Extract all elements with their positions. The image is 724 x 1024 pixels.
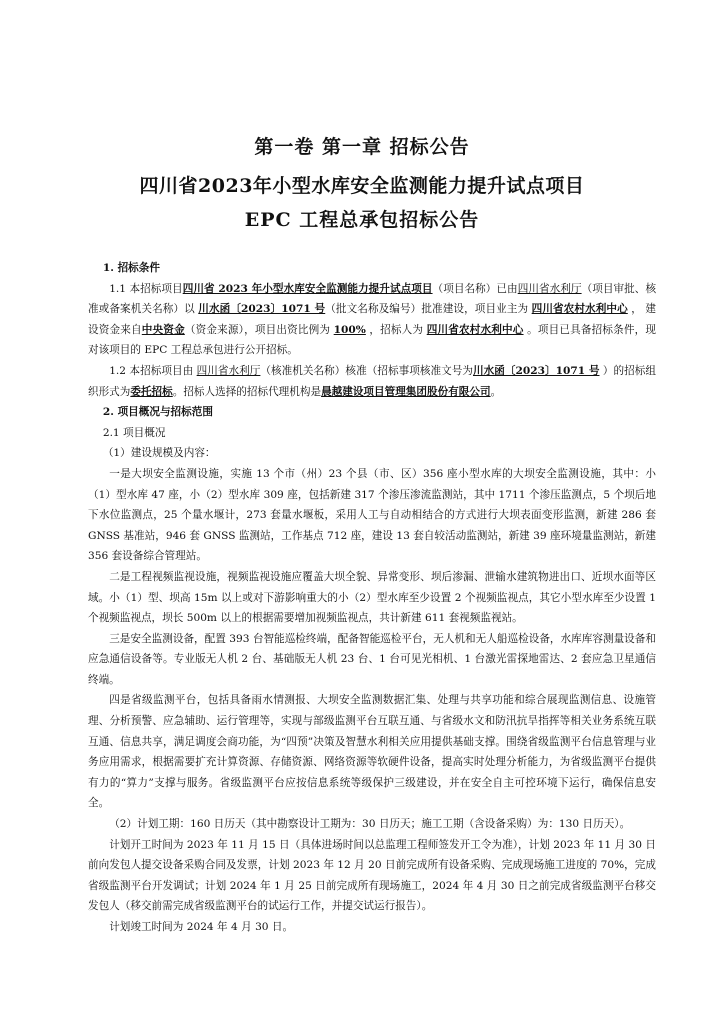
completion-date-paragraph: 计划竣工时间为 2024 年 4 月 30 日。: [109, 921, 294, 933]
section2-1-heading: 2.1 项目概况: [102, 426, 166, 439]
approval-doc-number-2: 川水函〔2023〕1071 号: [472, 364, 600, 377]
announcement-title: EPC 工程总承包招标公告: [244, 209, 480, 231]
document-body: [88, 258, 656, 938]
fund-source: 中央资金: [141, 323, 185, 336]
video-monitoring-paragraph: 二是工程视频监视设施，视频监视设施应覆盖大坝全貌、异常变形、坝后渗漏、泄输水建筑物进出口、近坝水面等区域。小（1）型、坝高 15m 以上或对下游影响重大的小（2）型水库至少设置 2 个视频监视点，其它小型水库至少设置 1 个视频监视点，坝长 500m 以上的根据需要增加视频监视点，共计新建 611 套视频监视站。: [88, 570, 656, 625]
paragraph-1-1: 1.1 本招标项目四川省 2023 年小型水库安全监测能力提升试点项目（项目名称）已由四川省水利厅（项目审批、核准或备案机关名称）以 川水函〔2023〕1071 号（批文名称及编号）批准建设，项目业主为 四川省农村水利中心 ， 建设资金来自中央资金（资金来源），项目出资比例为 100% ，招标人为 四川省农村水利中心 。项目已具备招标条件，现对该项目的 EPC 工程总承包进行公开招标。: [88, 282, 657, 357]
tender-form: 委托招标: [130, 385, 173, 398]
project-owner: 四川省农村水利中心: [531, 303, 628, 316]
volume-chapter-title: 第一卷 第一章 招标公告: [254, 136, 470, 158]
section1-heading: 1. 招标条件: [102, 262, 160, 274]
section2-heading: 2. 项目概况与招标范围: [102, 406, 213, 419]
approver-name: 四川省水利厅: [517, 282, 582, 295]
start-date-paragraph: 计划开工时间为 2023 年 11 月 15 日（具体进场时间以总监理工程师签发开工令为准），计划 2023 年 11 月 30 日前向发包人提交设备采购合同及发票，计划 2023 年 12 月 20 日前完成所有设备采购、完成现场施工进度的 70%，完成省级监测平台开发调试；计划 2024 年 1 月 25 日前完成所有现场施工，2024 年 4 月 30 日之前完成省级监测平台移交发包人（移交前需完成省级监测平台的试运行工作，并提交试运行报告）。: [88, 838, 656, 913]
approval-doc-number: 川水函〔2023〕1071 号: [198, 303, 326, 316]
schedule-item: （2）计划工期：160 日历天（其中勘察设计工期为：30 日历天；施工工期（含设备采购）为：130 日历天）。: [109, 818, 631, 831]
platform-paragraph: 四是省级监测平台，包括具备雨水情测报、大坝安全监测数据汇集、处理与共享功能和综合展现监测信息、设施管理、分析预警、应急辅助、运行管理等，实现与部级监测平台互联互通、与省级水文和防汛抗旱指挥等相关业务系统互联互通、信息共享，满足调度会商功能，为“四预”决策及智慧水利相关应用提供基础支撑。围绕省级监测平台信息管理与业务应用需求，根据需要扩充计算资源、存储资源、网络资源等软硬件设备，提高实时处理分析能力，为省级监测平台提供有力的“算力”支撑与服务。省级监测平台应按信息系统等级保护三级建设，并在安全自主可控环境下运行，确保信息安全。: [88, 694, 656, 810]
fund-ratio: 100%: [333, 323, 366, 336]
paragraph-1-2: 1.2 本招标项目由 四川省水利厅（核准机关名称）核准（招标事项核准文号为川水函〔2023〕1071 号 ）的招标组织形式为委托招标。招标人选择的招标代理机构是晨越建设项目管理集团股份有限公司。: [88, 364, 656, 398]
safety-equipment-paragraph: 三是安全监测设备，配置 393 台智能巡检终端，配备智能巡检平台，无人机和无人船巡检设备，水库库容测量设备和应急通信设备等。专业版无人机 2 台、基础版无人机 23 台、1 台可见光相机、1 台激光雷探地雷达、2 套应急卫星通信终端。: [88, 632, 656, 686]
tenderer-name: 四川省农村水利中心: [426, 323, 524, 336]
construction-scale-label: （1）建设规模及内容：: [102, 447, 216, 460]
approval-authority: 四川省水利厅: [196, 364, 261, 377]
project-name: 四川省 2023 年小型水库安全监测能力提升试点项目: [182, 282, 433, 295]
project-title: 四川省2023年小型水库安全监测能力提升试点项目: [139, 175, 585, 197]
dam-monitoring-paragraph: 一是大坝安全监测设施，实施 13 个市（州）23 个县（市、区）356 座小型水库的大坝安全监测设施，其中：小（1）型水库 47 座，小（2）型水库 309 座，包括新建 317 个渗压渗流监测站，其中 1711 个渗压监测点，5 个坝后地下水位监测点，25 个量水堰计，273 套量水堰板，采用人工与自动相结合的方式进行大坝表面变形监测，新建 286 套 GNSS 基准站，946 套 GNSS 监测站，工作基点 712 座，建设 13 套自较活动监测站，新建 39 座环境量监测站，新建 356 套设备综合管理站。: [88, 467, 656, 563]
tender-agency: 晨越建设项目管理集团股份有限公司: [321, 385, 491, 398]
